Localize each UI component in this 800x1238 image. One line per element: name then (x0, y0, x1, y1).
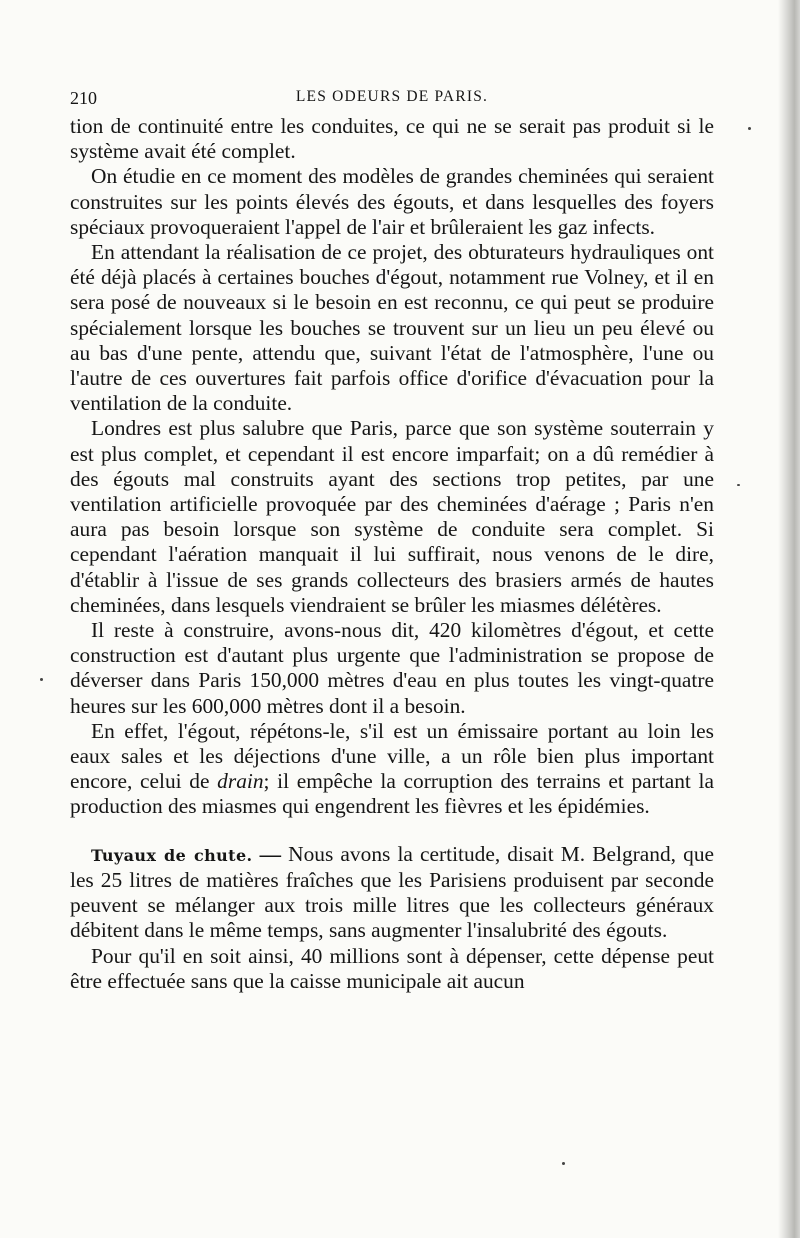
margin-speck (748, 127, 751, 130)
paragraph-cheminees: On étudie en ce moment des modèles de grandes cheminées qui seraient construites sur les points élevés des égouts, et dans lesquelles des foyers spéciaux provoqueraient l'appel de l'air et brûleraient les gaz infects. (70, 164, 714, 239)
paragraph-egout-text-1: En effet, l'égout, répétons-le, s'il est un émissaire portant au loin les eaux sales et les déjections d'une ville, a un rôle bien plus important encore, celui de (70, 718, 714, 794)
running-title: LES ODEURS DE PARIS. (295, 88, 489, 105)
italic-drain: drain (217, 769, 264, 794)
body-text (70, 114, 714, 994)
page-header (70, 88, 714, 112)
margin-speck (737, 484, 740, 486)
paragraph-construction: Il reste à construire, avons-nous dit, 420 kilomètres d'égout, et cette construction est d'autant plus urgente que l'administration se propose de déverser dans Paris 150,000 mètres d'eau en plus toutes les vingt-quatre heures sur les 600,000 mètres dont il a besoin. (70, 618, 714, 718)
paragraph-millions: Pour qu'il en soit ainsi, 40 millions sont à dépenser, cette dépense peut être effectuée sans que la caisse municipale ait aucun (70, 943, 714, 993)
section-dash: — (252, 841, 289, 866)
paragraph-belgrand: Nous avons la certitude, disait M. Belgrand, que les 25 litres de matières fraîches que les Parisiens produisent par seconde peuvent se mélanger aux trois mille litres que les collecteurs généraux débitent dans le même temps, sans augmenter l'insalubrité des égouts. (70, 841, 715, 943)
paragraph-egout-drain (70, 719, 714, 820)
paragraph-continuation: tion de continuité entre les conduites, ce qui ne se serait pas produit si le système avait été complet. (70, 114, 714, 164)
paragraph-tuyaux-de-chute (70, 842, 714, 944)
paragraph-obturateurs: En attendant la réalisation de ce projet, des obturateurs hydrauliques ont été déjà placés à certaines bouches d'égout, notamment rue Volney, et il en sera posé de nouveaux si le besoin en est reconnu, ce qui peut se produire spécialement lorsque les bouches se trouvent sur un lieu un peu élevé ou au bas d'une pente, attendu que, suivant l'état de l'atmosphère, l'une ou l'autre de ces ouvertures fait parfois office d'orifice d'évacuation pour la ventilation de la conduite. (70, 240, 714, 416)
margin-speck (562, 1162, 565, 1165)
paragraph-londres: Londres est plus salubre que Paris, parce que son système souterrain y est plus complet, et cependant il est encore imparfait; on a dû remédier à des égouts mal construits ayant des sections trop petites, par une ventilation artificielle provoquée par des cheminées d'aérage ; Paris n'en aura pas besoin lorsque son système de conduite sera complet. Si cependant l'aération manquait il lui suffirait, nous venons de le dire, d'établir à l'issue de ses grands collecteurs des brasiers armés de hautes cheminées, dans lesquels viendraient se brûler les miasmes délétères. (70, 416, 714, 617)
section-title: Tuyaux de chute. (91, 845, 253, 865)
paragraph-egout-text-2: ; il empêche la corruption des terrains et partant la production des miasmes qui engendrent les fièvres et les épidémies. (70, 769, 714, 819)
page-number: 210 (70, 88, 97, 108)
page-edge-shadow (778, 0, 800, 1238)
margin-speck (40, 678, 43, 681)
